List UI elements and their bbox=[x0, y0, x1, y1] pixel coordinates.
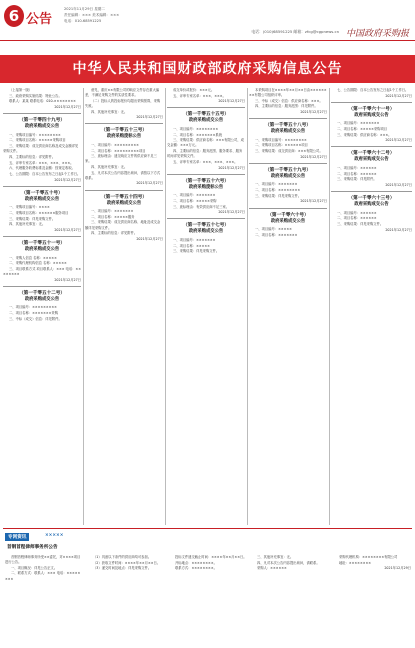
announcement-paragraph: 一、项目编号：××××××× bbox=[255, 182, 298, 187]
announcement-paragraph: 地址：×××××××× bbox=[339, 560, 371, 565]
column-divider bbox=[83, 88, 84, 525]
announcement-date: 2021年12月27日 bbox=[300, 199, 327, 204]
meta-date: 2021年11月29日 星期二 bbox=[64, 7, 105, 11]
announcement-paragraph: 二、项目名称：×××××××× bbox=[255, 188, 301, 193]
column-divider bbox=[165, 88, 166, 525]
announcement-heading bbox=[331, 191, 412, 209]
announcement-paragraph: 三、采购结果：成交供应商名称、地址及成交金额详见采购文件。 bbox=[85, 220, 161, 230]
announcement-paragraph: 四、主要标的信息：服务范围、服务要求、服务时间详见采购文件。 bbox=[167, 149, 243, 159]
announcement-number: （第一千零六十三号） bbox=[348, 196, 395, 202]
announcement-date: 2021年12月27日 bbox=[136, 115, 163, 120]
announcement-date: 2021年12月27日 bbox=[136, 236, 163, 241]
announcement-date: 2021年12月27日 bbox=[218, 99, 245, 104]
announcement-paragraph: （上接第一版） bbox=[9, 88, 33, 92]
announcement-paragraph: 三、废标理由：递交响应文件的供应商不足三家。 bbox=[85, 154, 157, 164]
announcement-title: 政府采购成交公告 bbox=[270, 218, 306, 224]
announcement-date: 2021年12月27日 bbox=[54, 227, 81, 232]
announcement-paragraph: 二、项目名称：×××××××采购 bbox=[9, 310, 59, 315]
announcement-heading bbox=[167, 174, 245, 192]
announcement-paragraph: （二）投标人的投标报价均超出采购预算，采购失败。 bbox=[85, 98, 161, 108]
announcement-title: 政府采购成交公告 bbox=[188, 118, 224, 124]
announcement-title: 政府采购成交公告 bbox=[106, 200, 142, 206]
announcement-paragraph: 一、采购项目编号：×××××××× bbox=[9, 132, 61, 137]
announcement-paragraph: 三、废标理由：有效供应商不足三家。 bbox=[173, 204, 230, 209]
announcement-title: 政府采购成交公告 bbox=[24, 196, 60, 202]
announcement-number: （第一千零五十号） bbox=[21, 190, 63, 196]
announcement-paragraph: 一、采购项目编号：×××××××× bbox=[255, 137, 307, 142]
announcement-title: 政府采购成交公告 bbox=[188, 229, 224, 235]
announcement-paragraph: 二、项目名称：×××××采购项目 bbox=[337, 126, 388, 131]
announcement-paragraph: 三、采购结果：供应商名称：×××。 bbox=[337, 132, 392, 137]
announcement-number: （第一千零五十一号） bbox=[19, 241, 65, 246]
announcement-heading bbox=[167, 107, 245, 125]
announcement-paragraph: 三、采购结果：详见采购文件。 bbox=[337, 221, 384, 226]
announcement-paragraph: 三、采购结果：详见采购文件。 bbox=[173, 249, 220, 254]
announcement-paragraph: （2）获取文件时间：××××年××月××日。 bbox=[93, 560, 161, 565]
advert-title: 首钢首程律师事务所公告 bbox=[7, 545, 58, 550]
announcement-number: （第一千零五十九号） bbox=[265, 167, 311, 173]
announcement-heading bbox=[331, 146, 412, 164]
announcement-paragraph: 二、项目名称：×××××× bbox=[337, 216, 377, 221]
announcement-paragraph: 一、项目编号：××××× bbox=[255, 227, 292, 232]
announcement-paragraph: 意见，重庆××有限公司的响应文件存在重大偏差，不满足采购文件的实质性要求。 bbox=[85, 88, 160, 98]
announcement-paragraph: 一、项目概况：详见公告正文。 bbox=[11, 565, 58, 570]
announcement-title: 政府采购成交公告 bbox=[270, 173, 306, 179]
meta-phone: 电话：010-68591225 bbox=[64, 19, 102, 23]
announcement-date: 2021年12月27日 bbox=[300, 154, 327, 159]
announcement-date: 2021年12月27日 bbox=[385, 138, 412, 143]
announcement-paragraph: 二、联系方式：联系人：××× 电话：×××××××× bbox=[5, 571, 81, 581]
announcement-paragraph: 三、中标（成交）信息：供应商名称：×××。 bbox=[255, 98, 323, 103]
announcement-paragraph: 二、项目名称：××××× bbox=[173, 243, 210, 248]
announcement-title: 政府采购成交公告 bbox=[354, 157, 389, 163]
announcement-paragraph: 三、采购结果：详见采购文件。 bbox=[9, 216, 56, 221]
announcement-paragraph: 本采购项目在××××年××月××日由××××××××有限公司组织评审。 bbox=[249, 88, 327, 98]
announcement-date: 2021年12月27日 bbox=[218, 165, 245, 170]
announcement-paragraph: 成交单价或报价：×××元。 bbox=[173, 88, 215, 92]
announcement-paragraph: 联系方式：××××××××。 bbox=[175, 566, 217, 571]
announcement-number: （第一千零五十七号） bbox=[183, 223, 229, 229]
announcement-paragraph: 一、项目编号：××××××××× bbox=[91, 142, 139, 147]
announcement-title: 政府采购成交公告 bbox=[24, 124, 60, 130]
masthead-logo: 中国政府采购报 bbox=[345, 29, 409, 39]
column-2 bbox=[85, 88, 163, 525]
column-divider bbox=[329, 88, 330, 525]
bottom-advert bbox=[3, 528, 412, 645]
announcement-paragraph: 二、项目名称：×××××××××项目 bbox=[91, 148, 146, 153]
column-4 bbox=[249, 88, 327, 525]
announcement-number: （第一千零五十四号） bbox=[101, 194, 147, 200]
announcement-paragraph: 二、项目名称：×××××服务 bbox=[91, 214, 135, 219]
page-number: 6 bbox=[4, 5, 24, 27]
page-banner: 中华人民共和国财政部政府采购信息公告 bbox=[0, 55, 415, 83]
header-contact: 电话：(010)68591225 邮箱：zfcg@cgpnews.cn bbox=[251, 29, 339, 34]
announcement-paragraph: 二、采购代理机构信息 名称：××××× bbox=[9, 261, 67, 266]
announcement-paragraph: 四、其他补充事宜：无。 bbox=[9, 222, 46, 227]
announcement-paragraph: 三、采购结果：成交供应商名称及成交金额详见采购文件。 bbox=[3, 144, 79, 154]
column-1 bbox=[3, 88, 81, 525]
announcement-heading bbox=[167, 218, 245, 236]
announcement-paragraph: 开标地点：××××××××。 bbox=[175, 560, 217, 565]
announcement-title: 政府采购废标公告 bbox=[106, 134, 142, 140]
announcement-columns bbox=[3, 88, 412, 525]
announcement-title: 政府采购成交公告 bbox=[24, 296, 60, 302]
announcement-paragraph: 一、项目编号：×××××× bbox=[337, 210, 377, 215]
announcement-paragraph: 一、项目编号：××××××× bbox=[173, 193, 216, 198]
page-header bbox=[0, 0, 415, 44]
announcement-paragraph: 采购代理机构：××××××××有限公司 bbox=[339, 555, 398, 559]
header-rule bbox=[0, 40, 415, 41]
announcement-heading bbox=[85, 123, 163, 141]
announcement-title: 政府采购废标公告 bbox=[188, 184, 224, 190]
announcement-paragraph: 二、采购项目名称：×××××采购项目 bbox=[9, 138, 66, 143]
announcement-paragraph: 一、项目编号：××××××× bbox=[173, 237, 216, 242]
announcement-date: 2021年12月27日 bbox=[54, 277, 81, 282]
announcement-paragraph: 四、主要标的信息：详见附件。 bbox=[91, 231, 138, 236]
announcement-paragraph: 六、代理服务收费标准及金额：按规定收取。 bbox=[9, 166, 75, 171]
announcement-paragraph: 五、评审专家名单：×××、×××、×××。 bbox=[9, 160, 74, 165]
advert-column-5 bbox=[333, 555, 411, 644]
announcement-number: （第一千零五十五号） bbox=[183, 112, 229, 118]
announcement-number: （第一千零四十九号） bbox=[19, 118, 65, 124]
announcement-paragraph: 二、采购项目名称：××××××服务项目 bbox=[9, 210, 69, 215]
announcement-heading bbox=[3, 186, 81, 204]
announcement-paragraph: 四、主要标的信息：服务范围：详见附件。 bbox=[255, 104, 318, 109]
announcement-number: （第一千零六十二号） bbox=[348, 151, 395, 157]
announcement-title: 政府采购成交公告 bbox=[24, 247, 60, 252]
announcement-paragraph: 四、凡对本次公告内容提出询问，请联系。 bbox=[257, 560, 320, 565]
announcement-date: 2021年12月27日 bbox=[385, 227, 412, 232]
announcement-date: 2021年12月27日 bbox=[385, 93, 412, 98]
announcement-date: 2021年12月27日 bbox=[54, 177, 81, 182]
announcement-date: 2021年12月27日 bbox=[54, 105, 81, 110]
announcement-paragraph: 二、项目名称：×××××××系统 bbox=[173, 132, 223, 137]
announcement-paragraph: 二、项目名称：×××××× bbox=[337, 171, 377, 176]
announcement-date: 2021年12月27日 bbox=[385, 183, 412, 187]
announcement-date: 2021年12月27日 bbox=[300, 110, 327, 115]
announcement-paragraph: （3）递交时间及地点：详见采购文件。 bbox=[93, 566, 152, 571]
announcement-title: 政府采购成交公告 bbox=[270, 129, 306, 135]
announcement-paragraph: 二、项目名称：××××××× bbox=[255, 232, 298, 237]
announcement-paragraph: 三、政府采购实施结果：特此公告。 bbox=[9, 93, 62, 98]
announcement-paragraph: 一、项目编号：××××××× bbox=[337, 121, 380, 126]
announcement-paragraph: 三、采购结果：详见附件。 bbox=[337, 177, 377, 182]
announcement-date: 2021年12月27日 bbox=[218, 210, 245, 215]
announcement-number: （第一千零六十一号） bbox=[348, 106, 395, 112]
announcement-paragraph: 一、项目编号：××××××××× bbox=[9, 305, 57, 310]
announcement-number: （第一千零五十六号） bbox=[183, 178, 229, 184]
announcement-paragraph: 投标文件递交截止时间：××××年××月××日。 bbox=[175, 555, 247, 559]
announcement-paragraph: 三、采购结果：成交供应商：×××有限公司。 bbox=[255, 149, 323, 154]
advert-column-2 bbox=[87, 555, 165, 644]
advert-brand: ××××× bbox=[45, 533, 64, 538]
announcement-paragraph: 一、采购人信息 名称：××××× bbox=[9, 255, 57, 260]
announcement-number: （第一千零五十八号） bbox=[265, 123, 311, 129]
announcement-paragraph: 三、项目联系方式 项目联系人：××× 电话：×××××××× bbox=[3, 266, 81, 276]
column-5 bbox=[331, 88, 412, 525]
announcement-paragraph: 七、公告期限：自本公告发布之日起1个工作日。 bbox=[9, 171, 81, 176]
announcement-paragraph: 联系人：某某 联系电话：010-×××××××× bbox=[9, 99, 76, 104]
announcement-title: 政府采购成交公告 bbox=[354, 202, 389, 208]
announcement-paragraph: 二、项目名称：×××××采购 bbox=[173, 198, 217, 203]
announcement-number: （第一千零六十号） bbox=[267, 212, 309, 218]
announcement-paragraph: 二、采购项目名称：××××××项目 bbox=[255, 143, 308, 148]
announcement-heading bbox=[3, 113, 81, 131]
announcement-date: 2021年12月29日 bbox=[384, 566, 411, 571]
column-divider bbox=[247, 88, 248, 525]
announcement-paragraph: 七、公告期限：自本公告发布之日起1个工作日。 bbox=[337, 88, 409, 92]
announcement-paragraph: 一、采购项目编号：×××× bbox=[9, 205, 50, 210]
announcement-paragraph: 五、凡对本次公告内容提出询问，请按以下方式联系。 bbox=[85, 170, 161, 180]
announcement-heading bbox=[85, 190, 163, 208]
announcement-paragraph: 一、项目编号：×××××× bbox=[337, 165, 377, 170]
announcement-paragraph: 四、主要标的信息：详见附件。 bbox=[9, 154, 56, 159]
announcement-paragraph: 三、采购结果：供应商名称：×××有限公司，成交金额：×××万元。 bbox=[167, 138, 244, 148]
announcement-date: 2021年12月27日 bbox=[136, 181, 163, 186]
announcement-paragraph: 五、评审专家名单：×××、×××、×××。 bbox=[173, 159, 238, 164]
announcement-paragraph: 采购人：×××××× bbox=[257, 566, 287, 571]
announcement-paragraph: 一、项目编号：×××××××× bbox=[173, 126, 219, 131]
announcement-paragraph: 三、采购结果：详见采购文件。 bbox=[255, 193, 302, 198]
announcement-paragraph: 四、其他补充事宜：无。 bbox=[91, 109, 128, 114]
announcement-paragraph: 一、项目编号：××××××× bbox=[91, 209, 134, 214]
announcement-paragraph: 四、其他补充事宜：无。 bbox=[91, 165, 128, 169]
announcement-heading bbox=[249, 118, 327, 136]
announcement-heading bbox=[331, 102, 412, 120]
announcement-paragraph: 三、其他补充事宜：无。 bbox=[257, 555, 294, 559]
advert-tag: 专网资讯 bbox=[5, 533, 29, 541]
announcement-paragraph: 五、评审专家名单：×××、×××。 bbox=[173, 93, 226, 98]
announcement-number: （第一千零五十三号） bbox=[101, 128, 147, 134]
announcement-heading bbox=[3, 286, 81, 304]
meta-editor: 责任编辑：××× 美术编辑：××× bbox=[64, 13, 120, 17]
section-title: 公告 bbox=[26, 12, 53, 27]
announcement-paragraph: 三、中标（成交）信息：详见附件。 bbox=[9, 316, 62, 321]
announcement-paragraph: （1）具备以下条件的供应商均可参加。 bbox=[93, 555, 152, 559]
announcement-heading bbox=[249, 163, 327, 181]
announcement-title: 政府采购成交公告 bbox=[354, 112, 389, 118]
announcement-heading bbox=[3, 236, 81, 254]
column-3 bbox=[167, 88, 245, 525]
announcement-heading bbox=[249, 208, 327, 226]
advert-column-1 bbox=[5, 555, 81, 644]
announcement-paragraph: 首钢首程律师事务所受××委托，对××××项目进行公告。 bbox=[5, 555, 81, 565]
advert-column-3 bbox=[169, 555, 247, 644]
announcement-number: （第一千零五十二号） bbox=[19, 290, 65, 296]
advert-column-4 bbox=[251, 555, 329, 644]
